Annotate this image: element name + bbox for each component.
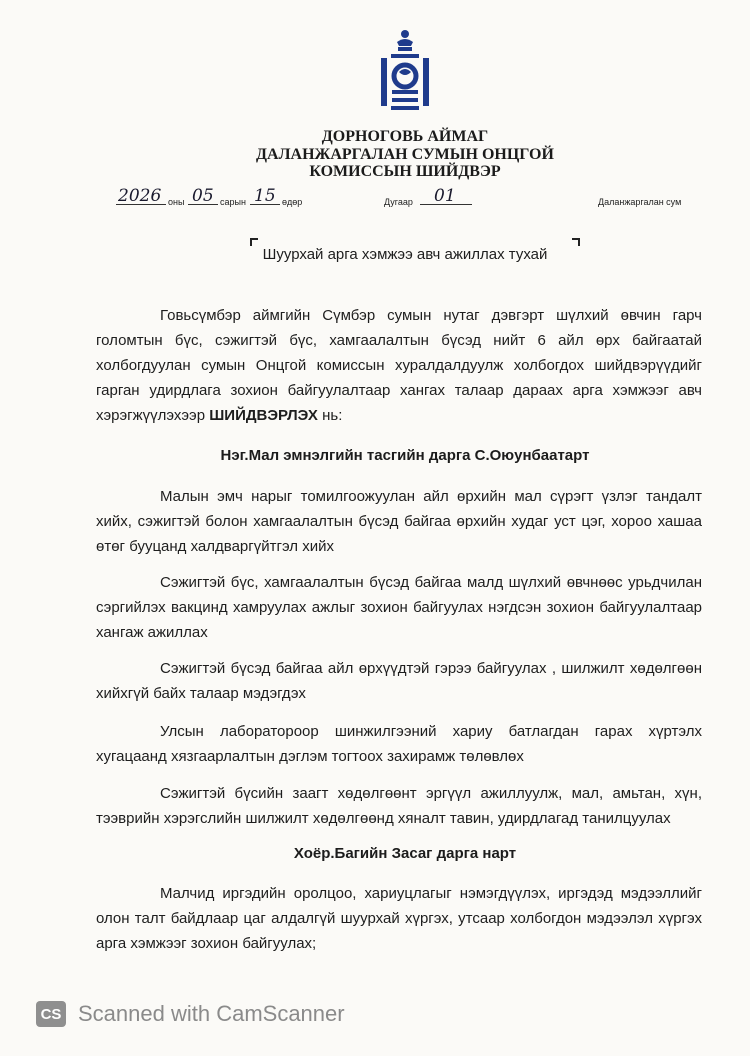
camscanner-watermark xyxy=(36,996,345,1032)
date-year-label: оны xyxy=(168,197,185,207)
item-paragraph-2: Сэжигтэй бүс, хамгаалалтын бүсэд байгаа малд шүлхий өвчнөөс урьдчилан сэргийлэх вакцинд хамруулах ажлыг зохион байгуулах нэгдсэн зохион байгуулалтаар хангаж ажиллах xyxy=(96,574,702,641)
date-day: 15 xyxy=(254,186,276,206)
date-day-label: өдөр xyxy=(282,197,303,207)
item-paragraph-1: Малын эмч нарыг томилгоожуулан айл өрхийн мал сүрэгт үзлэг тандалт хийх, сэжигтэй болон хамгаалалтын бүсэд байгаа өрхийн худаг уст цэг, хороо хашаа өтөг бууцанд халдваргүйтгэл хийх xyxy=(96,488,702,555)
item-paragraph-6: Малчид иргэдийн оролцоо, хариуцлагыг нэмэгдүүлэх, иргэдэд мэдээллийг олон талт байдлаар цаг алдалгүй шуурхай хүргэх, утсаар холбогдон мэдээлэл хүргэх арга хэмжээг зохион байгуулах; xyxy=(96,885,702,952)
camscanner-text: Scanned with CamScanner xyxy=(78,1001,345,1026)
date-month-label: сарын xyxy=(220,197,246,207)
place-name: Даланжаргалан сум xyxy=(598,197,682,207)
bracket-left xyxy=(250,238,258,246)
item-paragraph-3: Сэжигтэй бүсэд байгаа айл өрхүүдтэй гэрээ байгуулах , шилжилт хөдөлгөөн хийхгүй байх талаар мэдэгдэх xyxy=(96,660,702,702)
date-month: 05 xyxy=(192,186,214,206)
decision-keyword: ШИЙДВЭРЛЭХ xyxy=(209,407,318,424)
section-1-heading: Нэг.Мал эмнэлгийн тасгийн дарга С.Оюунбаатарт xyxy=(220,447,590,464)
date-year: 2026 xyxy=(118,186,162,206)
bracket-right xyxy=(572,238,580,246)
decision-number: 01 xyxy=(434,186,456,206)
header-aimag: ДОРНОГОВЬ АЙМАГ xyxy=(321,128,489,145)
state-emblem-icon xyxy=(377,28,433,114)
decision-subject: Шуурхай арга хэмжээ авч ажиллах тухай xyxy=(262,246,548,263)
number-label: Дугаар xyxy=(384,197,413,207)
camscanner-logo-icon: CS xyxy=(36,1001,66,1027)
item-paragraph-4: Улсын лабораторoор шинжилгээний хариу батлагдан гарах хүртэлх хугацаанд хязгаарлалтын дэглэм тогтоох захирамж төлөвлөх xyxy=(96,723,702,765)
item-paragraph-5: Сэжигтэй бүсийн заагт хөдөлгөөнт эргүүл ажиллуулж, мал, амьтан, хүн, тээврийн хэрэгслийн шилжилт хөдөлгөөнд хяналт тавин, удирдлагад танилцуулах xyxy=(96,785,702,827)
header-decision: КОМИССЫН ШИЙДВЭР xyxy=(309,163,501,180)
section-2-heading: Хоёр.Багийн Засаг дарга нарт xyxy=(293,845,517,862)
header-soum-commission: ДАЛАНЖАРГАЛАН СУМЫН ОНЦГОЙ xyxy=(256,146,554,163)
intro-paragraph: Говьсүмбэр аймгийн Сүмбэр сумын нутаг дэвгэрт шүлхий өвчин гарч голомтын бүс, сэжигтэй бүс, хамгаалалтын бүсэд нийт 6 айл өрх байгаатай холбогдуулан сумын Онцгой комиссын хуралдалдуулж холбогдох шийдвэрүүдийг гарган удирдлага зохион байгуулалтаар хангах талаар дараах арга хэмжээг авч хэрэгжүүлэхээр ШИЙДВЭРЛЭХ нь: xyxy=(96,307,702,424)
